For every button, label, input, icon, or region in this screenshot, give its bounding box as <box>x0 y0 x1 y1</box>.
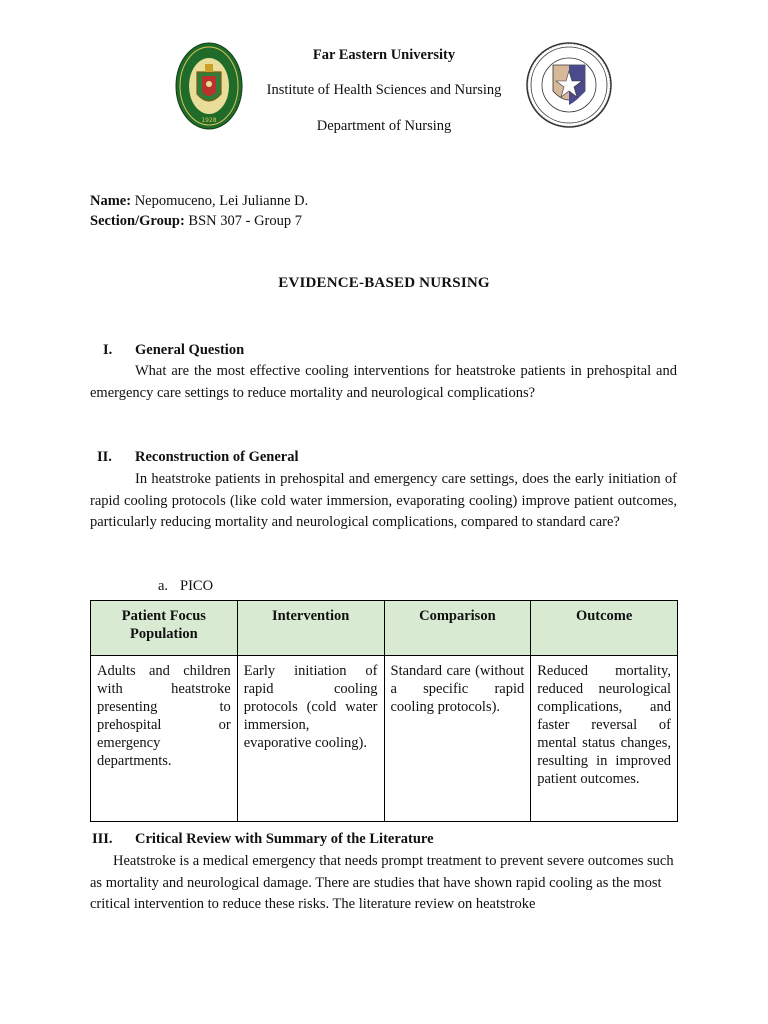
document-title: EVIDENCE-BASED NURSING <box>278 275 490 291</box>
pico-label: PICO <box>180 578 214 594</box>
pico-header-population: Patient Focus Population <box>91 601 238 656</box>
pico-header-outcome: Outcome <box>531 601 678 656</box>
pico-table <box>90 600 678 822</box>
section-3-text: Heatstroke is a medical emergency that needs prompt treatment to prevent severe outcomes such as mortality and neurological damage. There are studies that have shown rapid cooling as the most critical intervention to reduce these risks. The literature review on heatstroke <box>90 853 674 913</box>
pico-cell-intervention: Early initiation of rapid cooling protocols (cold water immersion, evaporative cooling). <box>237 656 384 822</box>
pico-marker: a. <box>158 578 169 594</box>
institute-name: Institute of Health Sciences and Nursing <box>266 82 502 98</box>
name-label: Name: <box>90 193 132 209</box>
name-value: Nepomuceno, Lei Julianne D. <box>134 193 309 209</box>
section-group-line <box>90 213 302 230</box>
section-label: Section/Group: <box>90 213 185 229</box>
pico-cell-outcome: Reduced mortality, reduced neurological complications, and faster reversal of mental status changes, resulting in improved patient outcomes. <box>531 656 678 822</box>
pico-row <box>91 656 678 822</box>
university-name: Far Eastern University <box>312 47 456 63</box>
section-1-title: General Question <box>135 342 245 358</box>
pico-cell-population: Adults and children with heatstroke presenting to prehospital or emergency departments. <box>91 656 238 822</box>
section-1-number: I. <box>103 342 113 358</box>
section-2-title: Reconstruction of General <box>135 449 299 465</box>
svg-text:1928: 1928 <box>201 117 217 124</box>
pico-header-row <box>91 601 678 656</box>
pico-header-intervention: Intervention <box>237 601 384 656</box>
section-value: BSN 307 - Group 7 <box>188 213 303 229</box>
pico-cell-comparison: Standard care (without a specific rapid cooling protocols). <box>384 656 531 822</box>
section-3-title: Critical Review with Summary of the Literature <box>135 831 434 847</box>
section-3-number: III. <box>92 831 113 847</box>
section-2-number: II. <box>97 449 112 465</box>
section-1-text: What are the most effective cooling interventions for heatstroke patients in prehospital and emergency care settings to reduce mortality and neurological complications? <box>90 363 677 401</box>
pico-header-comparison: Comparison <box>384 601 531 656</box>
department-name: Department of Nursing <box>316 118 452 134</box>
section-2-text: In heatstroke patients in prehospital and emergency care settings, does the early initiation of rapid cooling protocols (like cold water immersion, evaporating cooling) improve patient outcomes, particularly reducing mortality and neurological complications, compared to standard care? <box>90 471 677 531</box>
student-name-line <box>90 193 308 210</box>
